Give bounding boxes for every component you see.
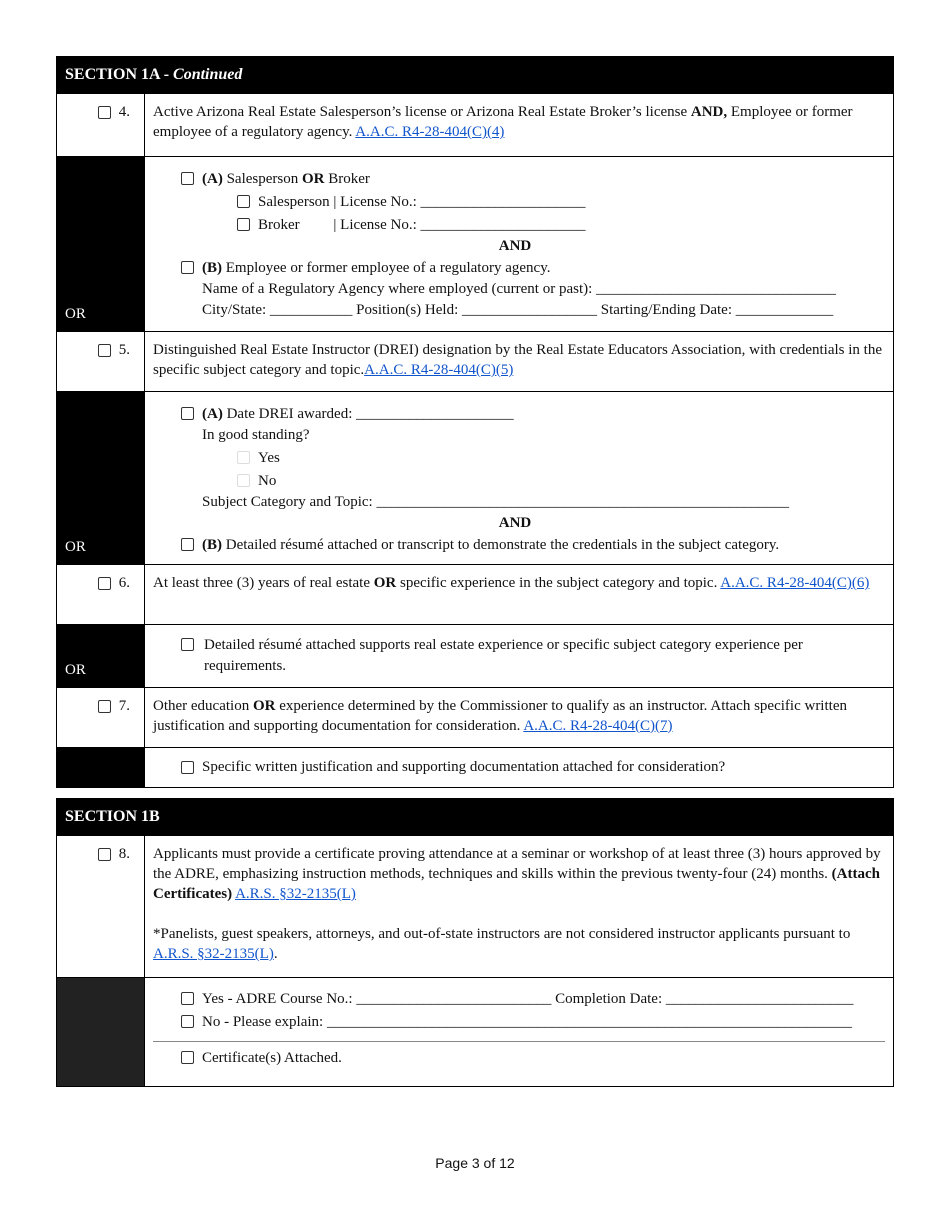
broker-license-field: Broker | License No.: ______________________	[258, 216, 586, 233]
section-1b-header: SECTION 1B	[57, 799, 893, 835]
item-5-number: 5.	[118, 342, 130, 358]
item-6-resume-checkbox[interactable]	[181, 638, 194, 651]
item-7-checkbox[interactable]	[98, 700, 111, 713]
item-7-link[interactable]: A.A.C. R4-28-404(C)(7)	[523, 718, 673, 734]
no-checkbox[interactable]	[237, 474, 250, 487]
item-8-row	[57, 835, 893, 977]
course-yes-checkbox[interactable]	[181, 992, 194, 1005]
item-5-row	[57, 331, 893, 391]
section-1a	[56, 56, 894, 788]
item-5-sub-row: OR (A) Date DREI awarded: _____________________ In good standing? Yes No Subject Category and Topic: _______________________________________________________ AND (B) Detailed résumé attached or transcript to demonstrate the credentials in the subject category.	[57, 391, 893, 564]
item-8-sub-row	[57, 977, 893, 1086]
course-no-checkbox[interactable]	[181, 1015, 194, 1028]
item-7-number: 7.	[118, 698, 130, 714]
item-6-checkbox[interactable]	[98, 577, 111, 590]
broker-checkbox[interactable]	[237, 218, 250, 231]
and-label: AND	[498, 515, 532, 531]
item-8-number: 8.	[118, 846, 130, 862]
item-8-note-link[interactable]: A.R.S. §32-2135(L)	[153, 946, 274, 962]
item-5-text: Distinguished Real Estate Instructor (DREI) designation by the Real Estate Educators Association, with credentials in the specific subject category and topic.A.A.C. R4-28-404(C)(5)	[153, 342, 882, 378]
section-1b	[56, 798, 894, 1087]
yes-checkbox[interactable]	[237, 451, 250, 464]
item-6-resume-text: Detailed résumé attached supports real estate experience or specific subject category experience per requirements.	[204, 637, 803, 674]
city-position-field: City/State: ___________ Position(s) Held: __________________ Starting/Ending Date: _____________	[202, 302, 834, 318]
item-6-row	[57, 564, 893, 624]
item-8-text: Applicants must provide a certificate proving attendance at a seminar or workshop of at least three (3) hours approved by the ADRE, emphasizing instruction methods, techniques and skills within the previous twenty-four (24) months. (Attach Certificates) A.R.S. §32-2135(L) *Panelists, guest speakers, attorneys, and out-of-state instructors are not considered instructor applicants pursuant to A.R.S. §32-2135(L).	[153, 846, 881, 962]
certificate-checkbox[interactable]	[181, 1051, 194, 1064]
item-7-sub-row	[57, 747, 893, 787]
salesperson-checkbox[interactable]	[237, 195, 250, 208]
course-no-field: No - Please explain: ______________________________________________________________________	[202, 1013, 852, 1030]
item-7-text: Other education OR experience determined by the Commissioner to qualify as an instructor. Attach specific written justification and supporting documentation for consideration. A.A.C. R4-28-404(C)(7)	[153, 698, 847, 734]
item-4-number: 4.	[118, 104, 130, 120]
item-5a-checkbox[interactable]	[181, 407, 194, 420]
section-1a-header: SECTION 1A - Continued	[57, 57, 893, 93]
salesperson-license-field: Salesperson | License No.: ______________________	[258, 193, 586, 210]
item-6-text: At least three (3) years of real estate OR specific experience in the subject category and topic. A.A.C. R4-28-404(C)(6)	[153, 575, 870, 591]
subject-field: Subject Category and Topic: _______________________________________________________	[202, 494, 789, 510]
item-4-checkbox[interactable]	[98, 106, 111, 119]
item-6-sub-row	[57, 624, 893, 687]
or-label: OR	[65, 539, 86, 555]
item-7-row	[57, 687, 893, 747]
explain-line	[153, 1041, 885, 1042]
item-4-link[interactable]: A.A.C. R4-28-404(C)(4)	[355, 124, 505, 140]
item-8-checkbox[interactable]	[98, 848, 111, 861]
item-7-justification-text: Specific written justification and supporting documentation attached for consideration?	[202, 759, 726, 775]
item-6-link[interactable]: A.A.C. R4-28-404(C)(6)	[720, 575, 870, 591]
agency-field: Name of a Regulatory Agency where employed (current or past): ________________________________	[202, 281, 837, 297]
or-label: OR	[65, 306, 86, 322]
good-standing-label: In good standing?	[202, 427, 310, 443]
page-number: Page 3 of 12	[435, 1155, 515, 1171]
item-4b-checkbox[interactable]	[181, 261, 194, 274]
certificate-text: Certificate(s) Attached.	[202, 1049, 342, 1066]
course-yes-field: Yes - ADRE Course No.: __________________________ Completion Date: _________________________	[202, 990, 854, 1007]
item-5-checkbox[interactable]	[98, 344, 111, 357]
item-7-justification-checkbox[interactable]	[181, 761, 194, 774]
and-label: AND	[498, 238, 532, 254]
item-4a-checkbox[interactable]	[181, 172, 194, 185]
item-5-link[interactable]: A.A.C. R4-28-404(C)(5)	[364, 362, 514, 378]
item-4-sub-row: OR (A) Salesperson OR Broker Salesperson | License No.: ______________________ Broker | License No.: ______________________ AND (B) Employee or former employee of a regulatory agency. Name of a Regulatory Agency where employed (current or past): ________________________________ City/State: ___________ Position(s) Held: __________________ Starting/Ending Date: _____________	[57, 156, 893, 331]
item-5b-checkbox[interactable]	[181, 538, 194, 551]
item-6-number: 6.	[118, 575, 130, 591]
item-4-text: Active Arizona Real Estate Salesperson’s license or Arizona Real Estate Broker’s license AND, Employee or former employee of a regulatory agency. A.A.C. R4-28-404(C)(4)	[153, 104, 853, 140]
or-label: OR	[65, 662, 86, 678]
item-4-row	[57, 93, 893, 156]
item-8-link[interactable]: A.R.S. §32-2135(L)	[235, 886, 356, 902]
